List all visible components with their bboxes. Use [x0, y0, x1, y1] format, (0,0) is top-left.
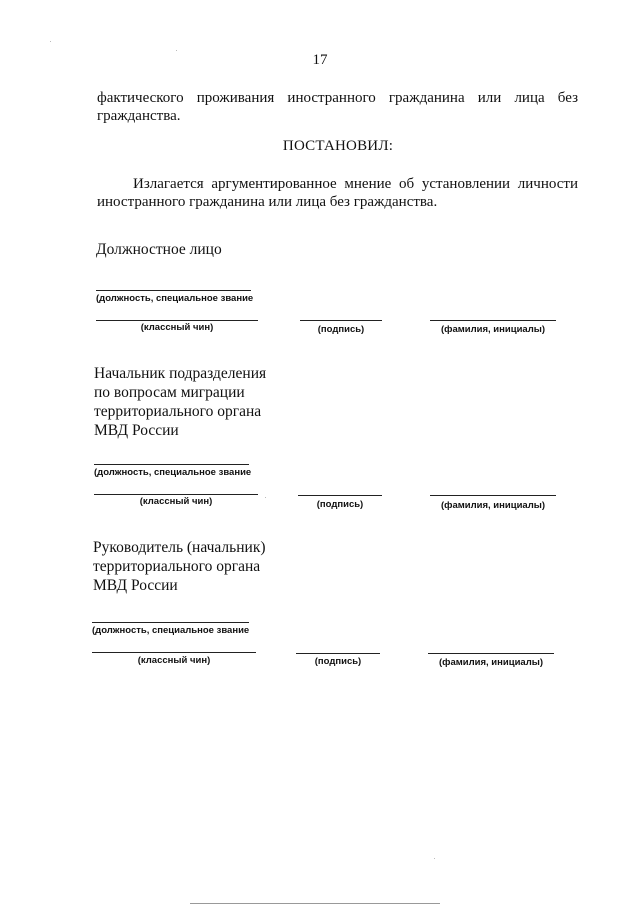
name-caption: (фамилия, инициалы): [440, 500, 546, 511]
scan-speck: [434, 858, 435, 859]
rank-line: [92, 652, 256, 653]
territorial-head-title-line: Руководитель (начальник): [93, 539, 266, 556]
rank-caption: (классный чин): [139, 496, 213, 507]
rank-line: [96, 320, 258, 321]
signature-line: [298, 495, 382, 496]
position-caption: (должность, специальное звание: [94, 467, 252, 478]
migration-head-title-line: территориального органа: [94, 403, 262, 420]
migration-head-title-line: по вопросам миграции: [94, 384, 245, 401]
official-title-line: Должностное лицо: [96, 241, 222, 258]
territorial-head-title-line: территориального органа: [93, 558, 261, 575]
signature-caption: (подпись): [314, 656, 362, 667]
scan-speck: [50, 41, 51, 42]
name-line: [428, 653, 554, 654]
name-caption: (фамилия, инициалы): [440, 324, 546, 335]
paragraph-1-line-2: гражданства.: [97, 108, 181, 124]
signature-line: [296, 653, 380, 654]
name-line: [430, 495, 556, 496]
position-caption: (должность, специальное звание: [96, 293, 254, 304]
territorial-head-title: [93, 538, 266, 595]
rank-line: [94, 494, 258, 495]
scan-speck: [176, 50, 177, 51]
scan-speck: [265, 497, 266, 498]
position-line: [96, 290, 251, 291]
position-caption: (должность, специальное звание: [92, 625, 250, 636]
signature-caption: (подпись): [317, 324, 365, 335]
signature-line: [300, 320, 382, 321]
name-caption: (фамилия, инициалы): [438, 657, 544, 668]
position-line: [94, 464, 249, 465]
rank-caption: (классный чин): [140, 322, 214, 333]
official-title: [96, 240, 222, 259]
page-number: 17: [312, 52, 328, 68]
decision-heading: ПОСТАНОВИЛ:: [282, 138, 394, 154]
migration-head-title-line: МВД России: [94, 422, 179, 439]
paragraph-2-line-1: Излагается аргументированное мнение об установлении личности: [133, 176, 578, 192]
territorial-head-title-line: МВД России: [93, 577, 178, 594]
signature-caption: (подпись): [316, 499, 364, 510]
migration-head-title-line: Начальник подразделения: [94, 365, 267, 382]
rank-caption: (классный чин): [137, 655, 211, 666]
scan-edge-line: [190, 903, 440, 904]
migration-head-title: [94, 364, 266, 440]
position-line: [92, 622, 249, 623]
paragraph-2-line-2: иностранного гражданина или лица без гражданства.: [97, 194, 438, 210]
name-line: [430, 320, 556, 321]
paragraph-1-line-1: фактического проживания иностранного гражданина или лица без: [97, 90, 578, 106]
